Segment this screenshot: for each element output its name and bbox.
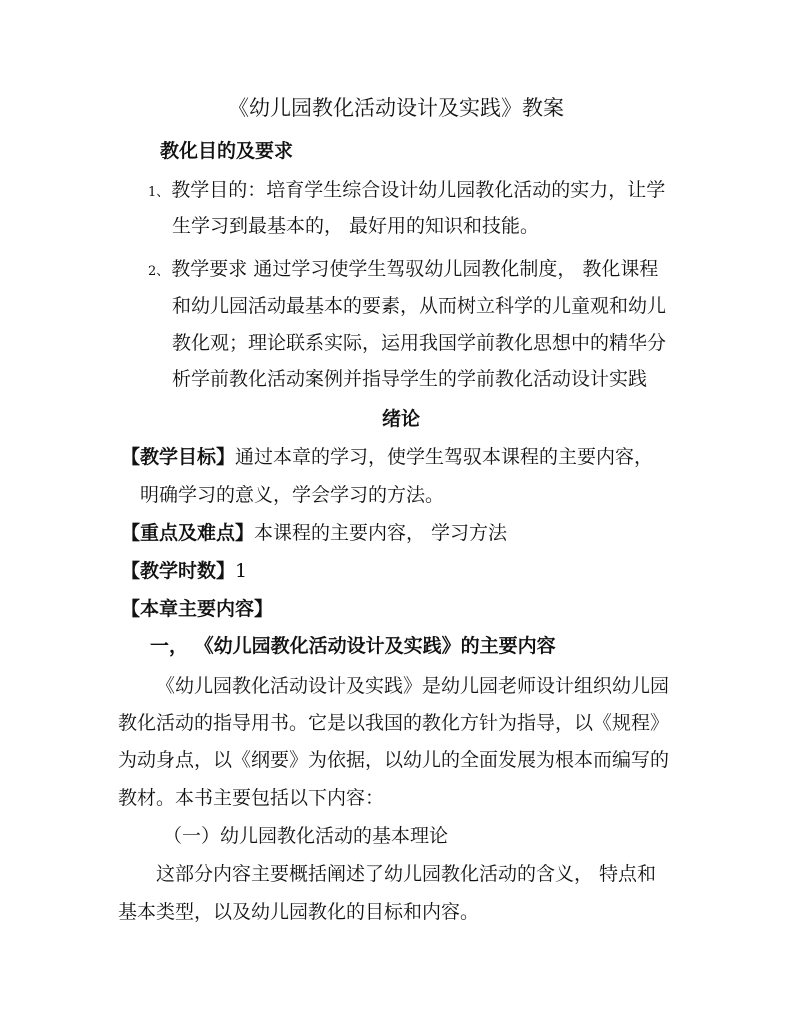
teaching-goal-line-2: 明确学习的意义，学会学习的方法。 xyxy=(140,484,445,506)
objective-item-2-line-3: 教化观；理论联系实际，运用我国学前教化思想中的精华分 xyxy=(172,332,667,354)
paragraph-1-line-1: 《幼儿园教化活动设计及实践》是幼儿园老师设计组织幼儿园 xyxy=(156,675,670,697)
list-number: 1、 xyxy=(148,185,170,200)
teaching-goal-label: 【教学目标】 xyxy=(121,446,236,468)
section-heading-objectives: 教化目的及要求 xyxy=(160,140,294,162)
chapter-heading-intro: 绪论 xyxy=(382,408,421,430)
paragraph-1-line-4: 教材。本书主要包括以下内容： xyxy=(118,787,385,809)
paragraph-1-line-2: 教化活动的指导用书。它是以我国的教化方针为指导，以《规程》 xyxy=(118,712,670,734)
subsection-heading-2: （一）幼儿园教化活动的基本理论 xyxy=(163,825,449,847)
list-number: 2、 xyxy=(148,264,170,279)
objective-item-2-line-1 xyxy=(148,256,658,285)
paragraph-1-line-3: 为动身点，以《纲要》为依据，以幼儿的全面发展为根本而编写的 xyxy=(118,749,670,771)
main-content-label: 【本章主要内容】 xyxy=(121,598,274,620)
objective-item-1-line-1 xyxy=(148,177,665,206)
key-points-line xyxy=(121,520,507,546)
objective-item-2-text: 教学要求 通过学习使学生驾驭幼儿园教化制度， 教化课程 xyxy=(171,258,659,280)
teaching-goal-line-1 xyxy=(121,444,653,470)
paragraph-2-line-1: 这部分内容主要概括阐述了幼儿园教化活动的含义， 特点和 xyxy=(156,863,657,885)
paragraph-2-line-2: 基本类型，以及幼儿园教化的目标和内容。 xyxy=(118,901,480,923)
document-title: 《幼儿园教化活动设计及实践》教案 xyxy=(228,96,564,120)
objective-item-1-line-2: 生学习到最基本的， 最好用的知识和技能。 xyxy=(172,215,540,237)
teaching-goal-text: 通过本章的学习，使学生驾驭本课程的主要内容， xyxy=(235,446,654,468)
objective-item-2-line-4: 析学前教化活动案例并指导学生的学前教化活动设计实践 xyxy=(172,368,648,390)
key-points-text: 本课程的主要内容， 学习方法 xyxy=(254,522,508,544)
teaching-hours-label: 【教学时数】 xyxy=(121,560,236,582)
key-points-label: 【重点及难点】 xyxy=(121,522,255,544)
objective-item-2-line-2: 和幼儿园活动最基本的要素，从而树立科学的儿童观和幼儿 xyxy=(172,295,667,317)
objective-item-1-text: 教学目的：培育学生综合设计幼儿园教化活动的实力，让学 xyxy=(171,179,666,201)
teaching-hours-line xyxy=(121,558,247,584)
teaching-hours-value: 1 xyxy=(235,560,248,582)
subsection-heading-1: 一， 《幼儿园教化活动设计及实践》的主要内容 xyxy=(150,635,556,657)
